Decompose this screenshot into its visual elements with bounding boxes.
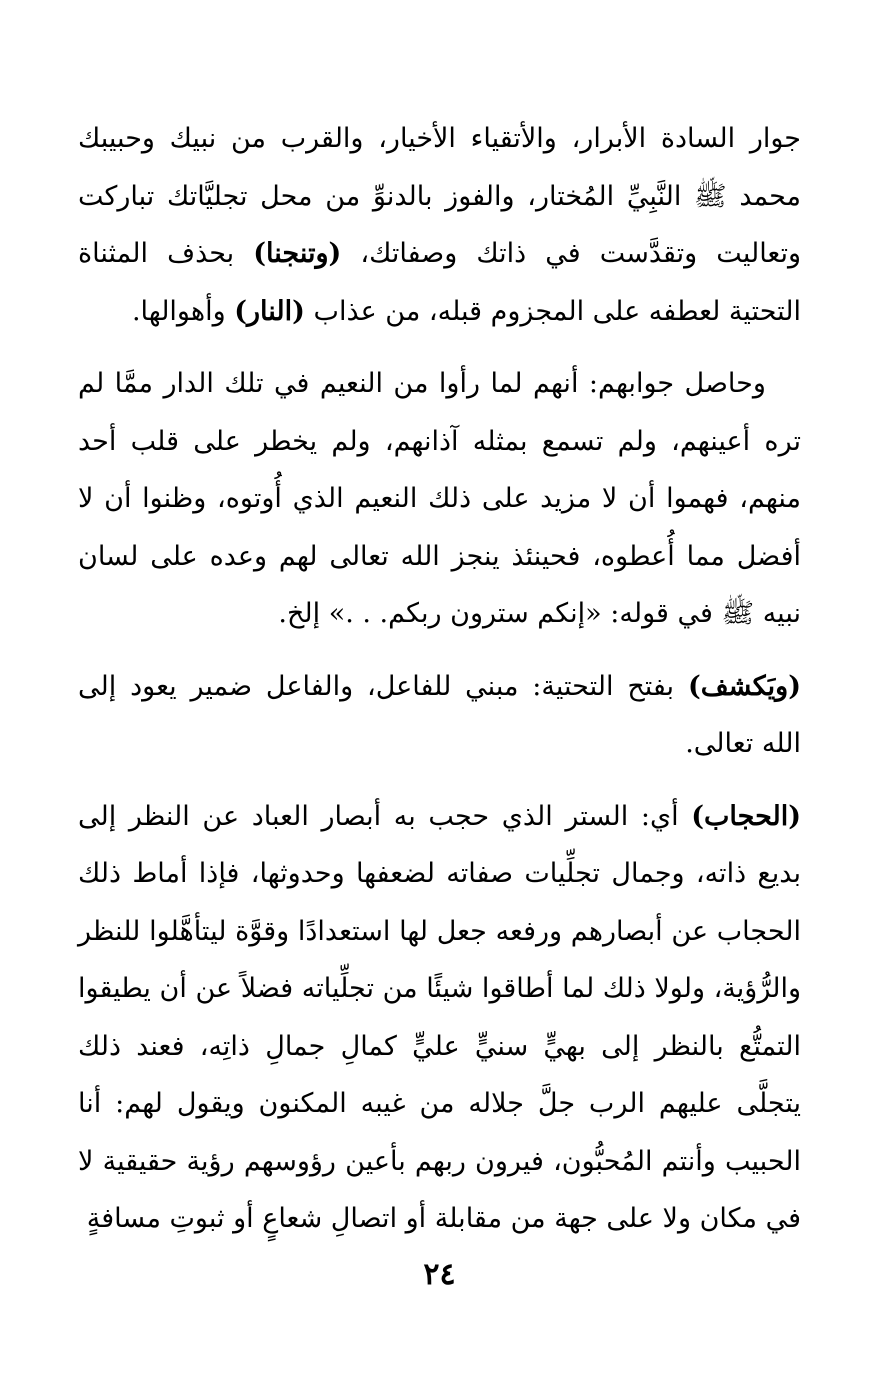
paragraph-3 bbox=[78, 658, 801, 773]
page-number: ٢٤ bbox=[423, 1257, 456, 1292]
paragraph-text: وأهوالها. bbox=[131, 295, 235, 327]
bold-term-al-hijab: (الحجاب) bbox=[691, 800, 801, 832]
paragraph-text: جوار السادة الأبرار، والأتقياء الأخيار، والقرب من نبيك وحبيبك محمد ﷺ النَّبِيِّ المُختار، والفوز بالدنوِّ من محل تجليَّاتك تباركت وتعاليت وتقدَّست في ذاتك وصفاتك، bbox=[78, 123, 801, 269]
paragraph-text: بفتح التحتية: مبني للفاعل، والفاعل ضمير يعود إلى الله تعالى. bbox=[78, 670, 801, 759]
paragraph-text: أي: الستر الذي حجب به أبصار العباد عن النظر إلى بديع ذاته، وجمال تجلِّيات صفاته لضعفها وحدوثها، فإذا أماط ذلك الحجاب عن أبصارهم ورفعه جعل لها استعدادًا وقوَّة ليتأهَّلوا للنظر والرُّؤية، ولولا ذلك لما أطاقوا شيئًا من تجلِّياته فضلاً عن أن يطيقوا التمتُّع بالنظر إلى بهيٍّ سنيٍّ عليٍّ كمالِ جمالِ ذاتِه، فعند ذلك يتجلَّى عليهم الرب جلَّ جلاله من غيبه المكنون ويقول لهم: أنا الحبيب وأنتم المُحبُّون، فيرون ربهم بأعين رؤوسهم رؤية حقيقية لا في مكان ولا على جهة من مقابلة أو اتصالِ شعاعٍ أو ثبوتِ مسافةٍ bbox=[78, 800, 801, 1234]
page-body bbox=[78, 110, 801, 1248]
paragraph-text: بحذف المثناة التحتية لعطفه على المجزوم قبله، من عذاب bbox=[78, 238, 801, 327]
paragraph-text: وحاصل جوابهم: أنهم لما رأوا من النعيم في تلك الدار ممَّا لم تره أعينهم، ولم تسمع بمثله آذانهم، ولم يخطر على قلب أحد منهم، فهموا أن لا مزيد على ذلك النعيم الذي أُوتوه، وظنوا أن لا أفضل مما أُعطوه، فحينئذ ينجز الله تعالى لهم وعده على لسان نبيه ﷺ في قوله: «إنكم سترون ربكم. . .» إلخ. bbox=[78, 368, 801, 629]
paragraph-2 bbox=[78, 355, 801, 643]
bold-term-al-nar: (النار) bbox=[234, 295, 305, 327]
bold-term-wa-tunajjina: (وتنجنا) bbox=[253, 238, 342, 269]
paragraph-4 bbox=[78, 788, 801, 1248]
bold-term-wa-yakshif: (ويَكشف) bbox=[687, 670, 801, 702]
paragraph-1 bbox=[78, 110, 801, 340]
